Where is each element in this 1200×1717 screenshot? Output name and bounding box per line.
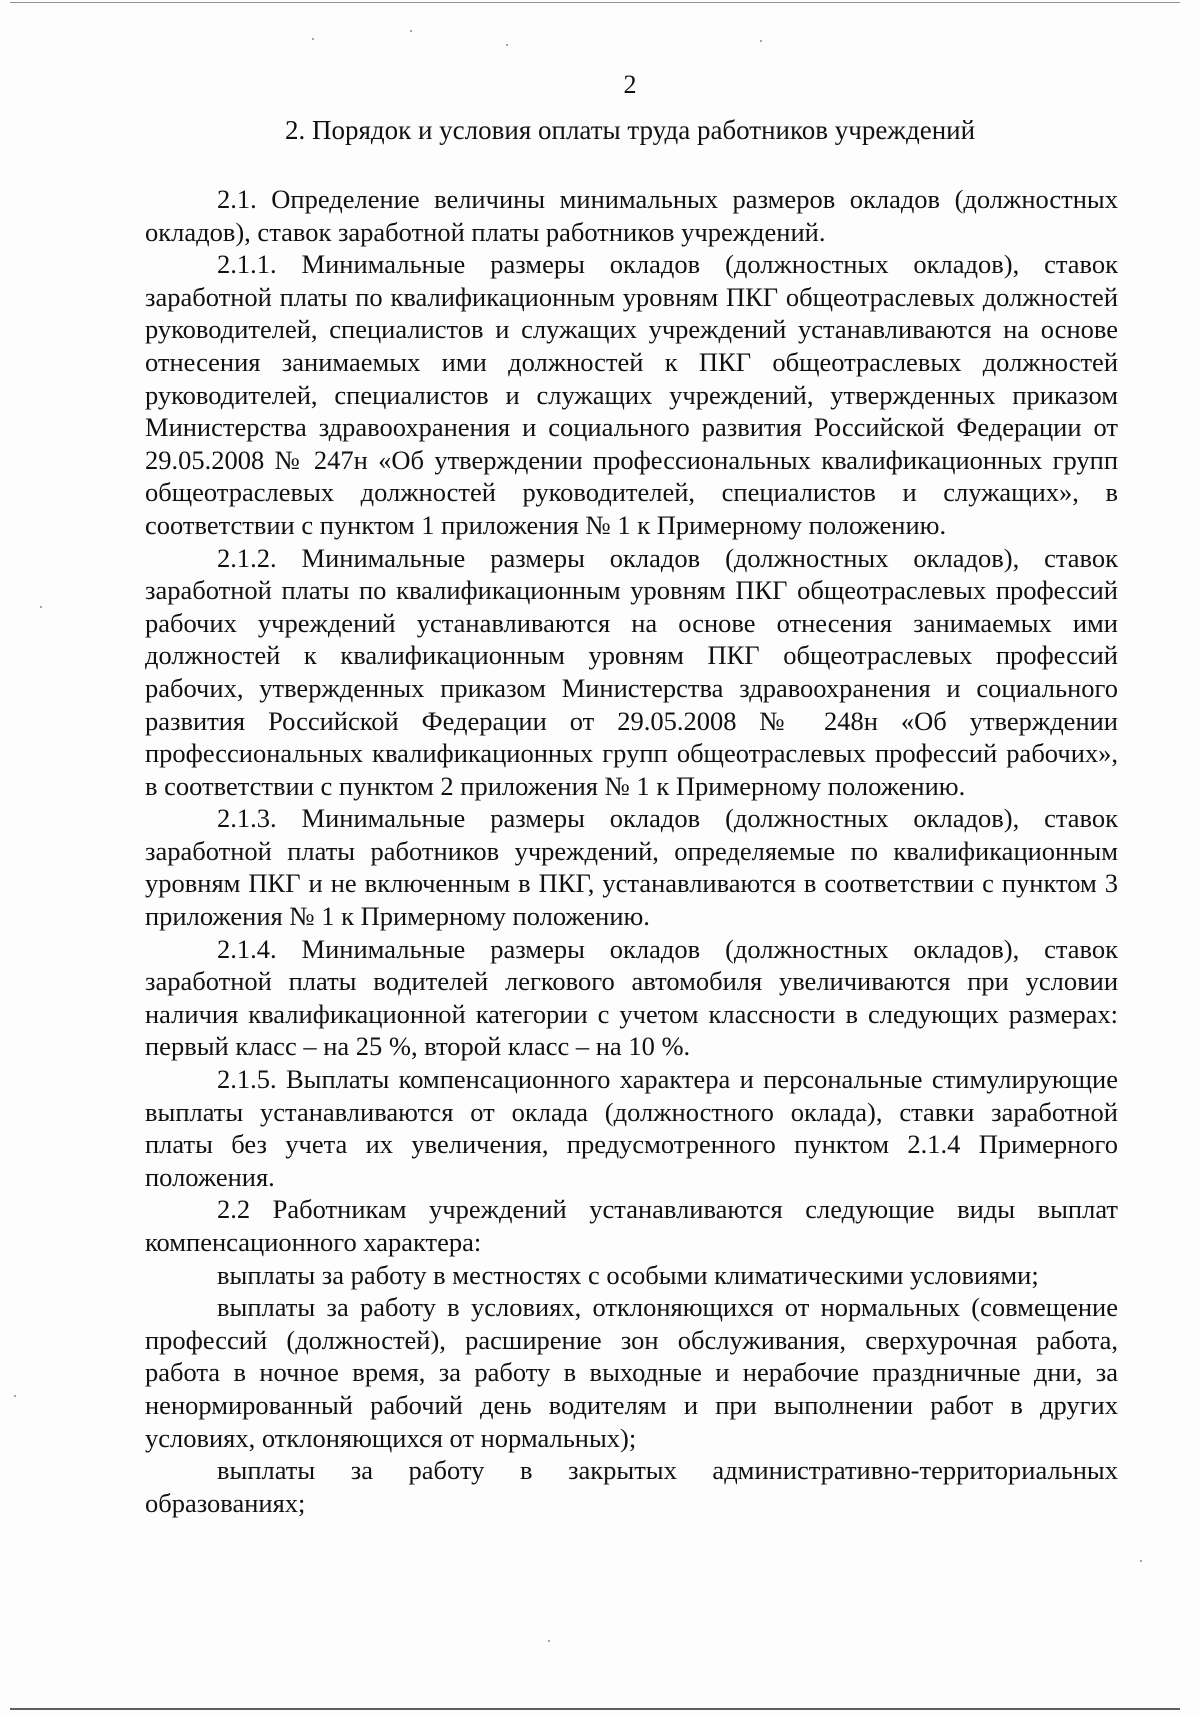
- scan-speck: [1140, 1560, 1142, 1562]
- scan-speck: [14, 1395, 16, 1397]
- paragraph-2-1-3: 2.1.3. Минимальные размеры окладов (должностных окладов), ставок заработной платы работников учреждений, определяемые по квалификационным уровням ПКГ и не включенным в ПКГ, устанавливаются в соответствии с пунктом 3 приложения № 1 к Примерному положению.: [145, 803, 1118, 932]
- list-item-climatic: выплаты за работу в местностях с особыми климатическими условиями;: [217, 1259, 1039, 1290]
- scan-speck: [548, 1640, 550, 1642]
- list-item-closed-territories: выплаты за работу в закрытых административно-территориальных образованиях;: [145, 1455, 1118, 1518]
- scan-speck: [760, 40, 762, 42]
- scan-speck: [410, 30, 412, 32]
- page-number: 2: [623, 70, 637, 99]
- document-body: [145, 183, 1118, 1519]
- paragraph-2-1: 2.1. Определение величины минимальных размеров окладов (должностных окладов), ставок заработной платы работников учреждений.: [145, 184, 1118, 247]
- scan-speck: [312, 38, 314, 40]
- section-heading: 2. Порядок и условия оплаты труда работников учреждений: [284, 115, 976, 145]
- scan-edge-top: [10, 2, 1180, 3]
- paragraph-2-1-1: 2.1.1. Минимальные размеры окладов (должностных окладов), ставок заработной платы по квалификационным уровням ПКГ общеотраслевых должностей руководителей, специалистов и служащих учреждений устанавливаются на основе отнесения занимаемых ими должностей к ПКГ общеотраслевых должностей руководителей, специалистов и служащих учреждений, утвержденных приказом Министерства здравоохранения и социального развития Российской Федерации от 29.05.2008 № 247н «Об утверждении профессиональных квалификационных групп общеотраслевых должностей руководителей, специалистов и служащих», в соответствии с пунктом 1 приложения № 1 к Примерному положению.: [145, 249, 1118, 540]
- scan-speck: [40, 606, 42, 608]
- paragraph-2-1-2: 2.1.2. Минимальные размеры окладов (должностных окладов), ставок заработной платы по квалификационным уровням ПКГ общеотраслевых профессий рабочих учреждений устанавливаются на основе отнесения занимаемых ими должностей к квалификационным уровням ПКГ общеотраслевых профессий рабочих, утвержденных приказом Министерства здравоохранения и социального развития Российской Федерации от 29.05.2008 № 248н «Об утверждении профессиональных квалификационных групп общеотраслевых профессий рабочих», в соответствии с пунктом 2 приложения № 1 к Примерному положению.: [145, 542, 1118, 801]
- paragraph-2-1-4: 2.1.4. Минимальные размеры окладов (должностных окладов), ставок заработной платы водителей легкового автомобиля увеличиваются при условии наличия квалификационной категории с учетом классности в следующих размерах: первый класс – на 25 %, второй класс – на 10 %.: [145, 933, 1118, 1062]
- list-item-abnormal-conditions: выплаты за работу в условиях, отклоняющихся от нормальных (совмещение профессий (должностей), расширение зон обслуживания, сверхурочная работа, работа в ночное время, за работу в выходные и нерабочие праздничные дни, за ненормированный рабочий день водителям и при выполнении работ в других условиях, отклоняющихся от нормальных);: [145, 1292, 1118, 1453]
- scan-speck: [506, 44, 508, 46]
- paragraph-2-1-5: 2.1.5. Выплаты компенсационного характера и персональные стимулирующие выплаты устанавливаются от оклада (должностного оклада), ставки заработной платы без учета их увеличения, предусмотренного пунктом 2.1.4 Примерного положения.: [145, 1064, 1118, 1192]
- scan-edge-bottom: [10, 1708, 1180, 1710]
- paragraph-2-2: 2.2 Работникам учреждений устанавливаются следующие виды выплат компенсационного характера:: [145, 1194, 1118, 1257]
